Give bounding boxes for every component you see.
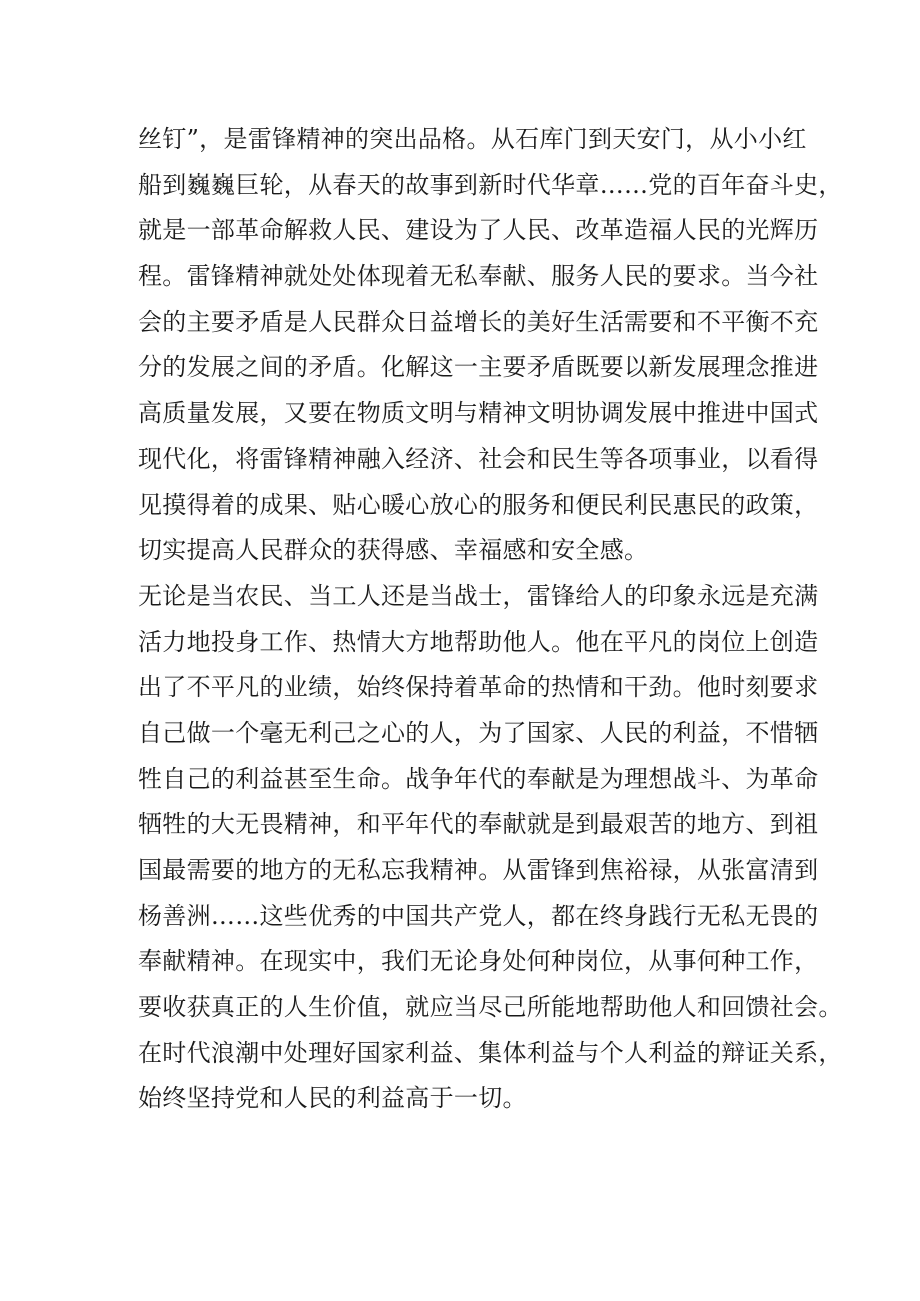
- text-line: 国最需要的地方的无私忘我精神。从雷锋到焦裕禄，从张富清到: [138, 856, 819, 884]
- text-line: 牺牲的大无畏精神，和平年代的奉献就是到最艰苦的地方、到祖: [138, 810, 819, 839]
- text-line: 见摸得着的成果、贴心暖心放心的服务和便民利民惠民的政策，: [138, 490, 819, 519]
- text-line: 船到巍巍巨轮，从春天的故事到新时代华章……党的百年奋斗史，: [138, 170, 843, 199]
- text-line: 切实提高人民群众的获得感、幸福感和安全感。: [138, 536, 649, 565]
- text-line: 在时代浪潮中处理好国家利益、集体利益与个人利益的辩证关系，: [138, 1038, 843, 1067]
- body-text: [138, 117, 843, 1122]
- text-line: 出了不平凡的业绩，始终保持着革命的热情和干劲。他时刻要求: [138, 673, 819, 702]
- text-line: 自己做一个毫无利己之心的人，为了国家、人民的利益，不惜牺: [138, 718, 819, 747]
- text-line: 就是一部革命解救人民、建设为了人民、改革造福人民的光辉历: [138, 216, 819, 245]
- text-line: 杨善洲……这些优秀的中国共产党人，都在终身践行无私无畏的: [138, 901, 819, 930]
- text-line: 活力地投身工作、热情大方地帮助他人。他在平凡的岗位上创造: [138, 627, 819, 656]
- text-line: 现代化，将雷锋精神融入经济、社会和民生等各项事业，以看得: [138, 444, 819, 473]
- text-line: 奉献精神。在现实中，我们无论身处何种岗位，从事何种工作，: [138, 947, 819, 976]
- text-line: 始终坚持党和人民的利益高于一切。: [138, 1084, 527, 1113]
- text-line: 牲自己的利益甚至生命。战争年代的奉献是为理想战斗、为革命: [138, 764, 819, 793]
- text-line: 丝钉”，是雷锋精神的突出品格。从石库门到天安门，从小小红: [138, 125, 807, 153]
- text-line: 无论是当农民、当工人还是当战士，雷锋给人的印象永远是充满: [138, 581, 819, 610]
- text-line: 高质量发展，又要在物质文明与精神文明协调发展中推进中国式: [138, 399, 819, 428]
- text-line: 会的主要矛盾是人民群众日益增长的美好生活需要和不平衡不充: [138, 307, 819, 336]
- text-line: 要收获真正的人生价值，就应当尽己所能地帮助他人和回馈社会。: [138, 993, 843, 1022]
- text-line: 分的发展之间的矛盾。化解这一主要矛盾既要以新发展理念推进: [138, 353, 819, 382]
- text-line: 程。雷锋精神就处处体现着无私奉献、服务人民的要求。当今社: [138, 262, 819, 291]
